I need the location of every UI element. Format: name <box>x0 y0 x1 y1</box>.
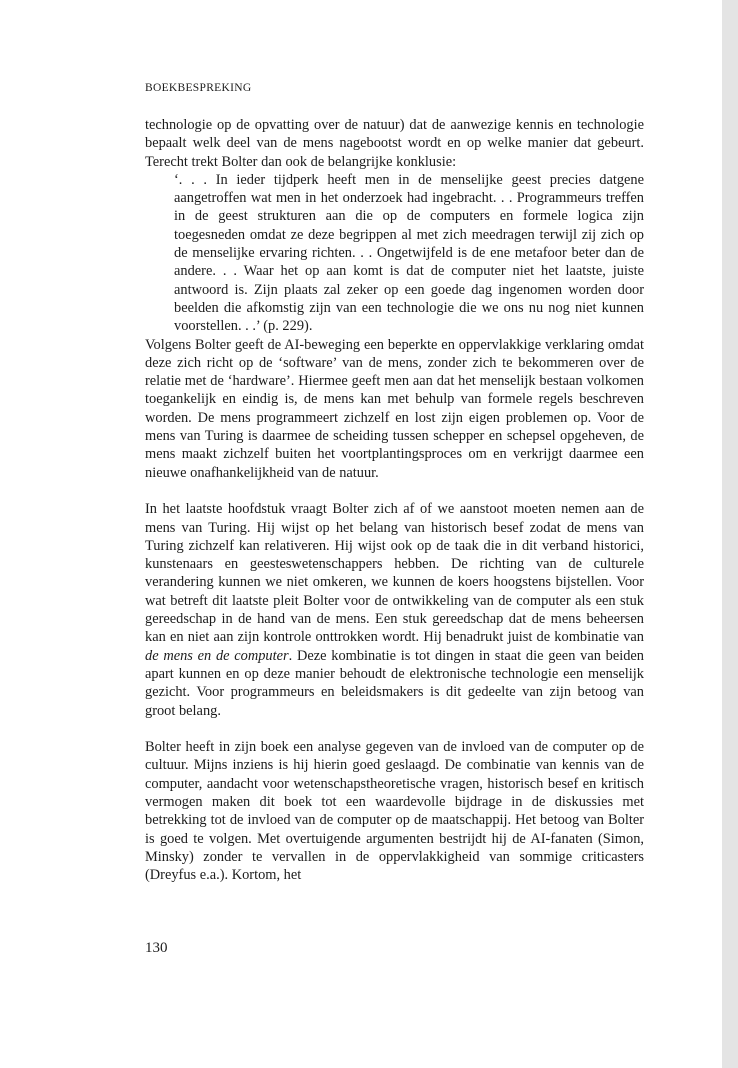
page-number: 130 <box>145 940 168 956</box>
paragraph-1-continuation: Volgens Bolter geeft de AI-beweging een beperkte en oppervlakkige verklaring omdat deze zich richt op de ‘software’ van de mens, zonder zich te bekommeren over de relatie met de ‘hardware’. Hiermee geeft men aan dat het menselijk bestaan volkomen toegankelijk en eindig is, de mens kan met behulp van formele regels beschreven worden. De mens programmeert zichzelf en lost zijn eigen problemen op. Voor de mens van Turing is daarmee de scheiding tussen schepper en schepsel opgeheven, de mens maakt zichzelf buiten het voortplantingsproces om en verkrijgt daarmee een nieuwe onafhankelijkheid van de natuur. <box>145 336 644 481</box>
paragraph-1-lead: technologie op de opvatting over de natuur) dat de aanwezige kennis en technologie bepaalt welk deel van de mens nagebootst wordt en op welke manier dat gebeurt. Terecht trekt Bolter dan ook de belangrijke konklusie: <box>145 117 644 170</box>
paragraph-2-emphasis: de mens en de computer <box>145 647 289 664</box>
paragraph-spacer <box>145 482 644 500</box>
paragraph-spacer <box>145 720 644 738</box>
body-text <box>145 116 644 884</box>
running-header: BOEKBESPREKING <box>145 82 252 94</box>
paragraph-2 <box>145 500 644 720</box>
block-quote: ‘. . . In ieder tijdperk heeft men in de menselijke geest precies datgene aangetroffen wat men in het onderzoek had ingebracht. . . Programmeurs treffen in de geest strukturen aan die op de computers en formele logica zijn toegesneden omdat ze deze begrippen al met zich meedragen terwijl zij zich op de menselijke ervaring richten. . . Ongetwijfeld is de ene metafoor beter dan de andere. . . Waar het op aan komt is dat de computer niet het laatste, juiste antwoord is. Zijn plaats zal zeker op een goede dag ingenomen worden door beelden die afkomstig zijn van een technologie die we ons nu nog niet kunnen voorstellen. . .’ (p. 229). <box>174 171 644 335</box>
paragraph-2-text-a: In het laatste hoofdstuk vraagt Bolter zich af of we aanstoot moeten nemen aan de mens van Turing. Hij wijst op het belang van historisch besef zodat de mens van Turing zichzelf kan relativeren. Hij wijst ook op de taak die in dit verband historici, kunstenaars en geesteswetenschappers hebben. De richting van de culturele verandering kunnen we niet omkeren, we kunnen de koers hoogstens bijstellen. Voor wat betreft dit laatste pleit Bolter voor de ontwikkeling van de computer als een stuk gereedschap in de hand van de mens. Een stuk gereedschap dat de mens beheersen kan en niet aan zijn kontrole onttrokken wordt. Hij benadrukt juist de kombinatie van <box>145 501 644 646</box>
paragraph-2-text-b: . Deze kombinatie is tot dingen in staat die geen van beiden apart kunnen en op deze manier behoudt de elektronische technologie een menselijk gezicht. Voor programmeurs en beleidsmakers is dit gedeelte van zijn betoog van groot belang. <box>145 647 644 719</box>
paragraph-3: Bolter heeft in zijn boek een analyse gegeven van de invloed van de computer op de cultuur. Mijns inziens is hij hierin goed geslaagd. De combinatie van kennis van de computer, aandacht voor wetenschapstheoretische vragen, historisch besef en kritisch vermogen maken dit boek tot een waardevolle bijdrage in de diskussies met betrekking tot de invloed van de computer op de maatschappij. Het betoog van Bolter is goed te volgen. Met overtuigende argumenten bestrijdt hij de AI-fanaten (Simon, Minsky) zonder te vervallen in de oppervlakkigheid van sommige criticasters (Dreyfus e.a.). Kortom, het <box>145 739 644 884</box>
